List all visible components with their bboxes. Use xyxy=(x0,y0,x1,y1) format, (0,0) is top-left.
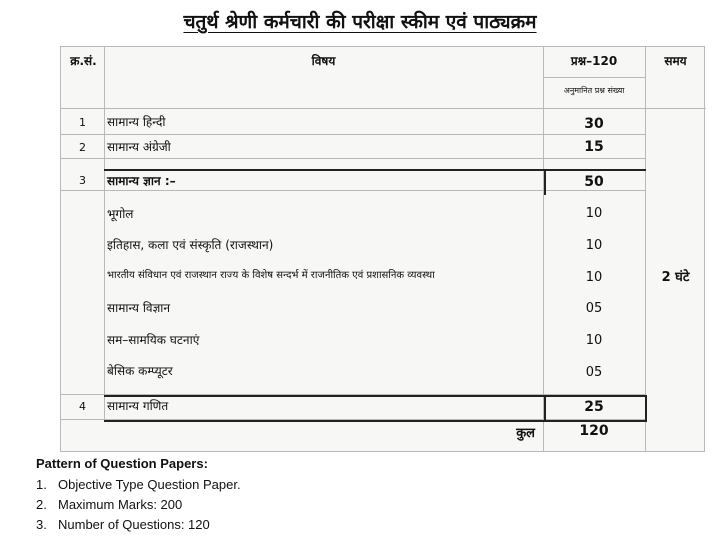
math-frame-bottom xyxy=(104,420,646,422)
math-frame-right xyxy=(645,395,647,422)
row-3-sn: 3 xyxy=(79,174,86,187)
pattern-heading: Pattern of Question Papers: xyxy=(36,456,208,471)
row-1-sn: 1 xyxy=(79,116,86,129)
row-4-questions: 25 xyxy=(584,399,604,415)
pattern-item-number: 1. xyxy=(36,477,47,492)
gk-item-geography-questions: 10 xyxy=(585,206,603,221)
pattern-item-number: 2. xyxy=(36,497,47,512)
time-value: 2 घंटे xyxy=(661,270,690,285)
pattern-item xyxy=(36,517,241,532)
row-3-subject: सामान्य ज्ञान :– xyxy=(107,174,176,188)
gk-item-geography: भूगोल xyxy=(107,207,134,221)
header-sub-divider xyxy=(543,77,645,78)
syllabus-table xyxy=(60,46,705,452)
row-1-questions: 30 xyxy=(584,116,604,132)
row-4-sn: 4 xyxy=(79,400,86,413)
pattern-item-text: Number of Questions: 120 xyxy=(58,517,210,532)
gk-item-science: सामान्य विज्ञान xyxy=(107,301,171,315)
question-pattern xyxy=(36,456,241,537)
row-4-subject: सामान्य गणित xyxy=(107,399,169,413)
header-divider xyxy=(61,108,706,109)
pattern-item xyxy=(36,477,241,492)
gk-item-history-questions: 10 xyxy=(585,238,603,253)
page-title: चतुर्थ श्रेणी कर्मचारी की परीक्षा स्कीम एवं पाठ्यक्रम xyxy=(183,11,537,33)
header-subject: विषय xyxy=(311,54,336,68)
gk-item-polity-questions: 10 xyxy=(585,270,603,285)
pattern-item xyxy=(36,497,241,512)
gk-item-polity: भारतीय संविधान एवं राजस्थान राज्य के विशेष सन्दर्भ में राजनीतिक एवं प्रशासनिक व्यवस्था xyxy=(107,270,435,281)
gk-item-computer-questions: 05 xyxy=(585,365,603,380)
header-questions-sub: अनुमानित प्रश्न संख्या xyxy=(563,86,625,95)
pattern-item-number: 3. xyxy=(36,517,47,532)
total-value: 120 xyxy=(579,423,609,439)
row-divider-3 xyxy=(61,190,645,191)
gk-item-current-affairs-questions: 10 xyxy=(585,333,603,348)
row-2-sn: 2 xyxy=(79,141,86,154)
gk-item-current-affairs: सम–सामयिक घटनाएं xyxy=(107,333,200,347)
row-2-questions: 15 xyxy=(584,139,604,155)
gk-item-science-questions: 05 xyxy=(585,301,603,316)
row-divider-1 xyxy=(61,134,645,135)
header-questions: प्रश्न–120 xyxy=(570,54,618,68)
row-2-subject: सामान्य अंग्रेजी xyxy=(107,140,171,154)
row-3-questions: 50 xyxy=(584,174,604,190)
header-sn: क्र.सं. xyxy=(70,54,97,68)
gk-frame-top xyxy=(104,169,646,171)
pattern-item-text: Objective Type Question Paper. xyxy=(58,477,241,492)
col-divider-sn xyxy=(104,47,105,419)
gk-item-computer: बेसिक कम्प्यूटर xyxy=(107,364,173,378)
total-label: कुल xyxy=(516,426,535,441)
header-time: समय xyxy=(664,54,687,68)
math-frame-top xyxy=(104,395,646,397)
gk-item-history: इतिहास, कला एवं संस्कृति (राजस्थान) xyxy=(107,238,274,252)
row-divider-2 xyxy=(61,158,645,159)
row-1-subject: सामान्य हिन्दी xyxy=(107,115,166,129)
pattern-item-text: Maximum Marks: 200 xyxy=(58,497,183,512)
